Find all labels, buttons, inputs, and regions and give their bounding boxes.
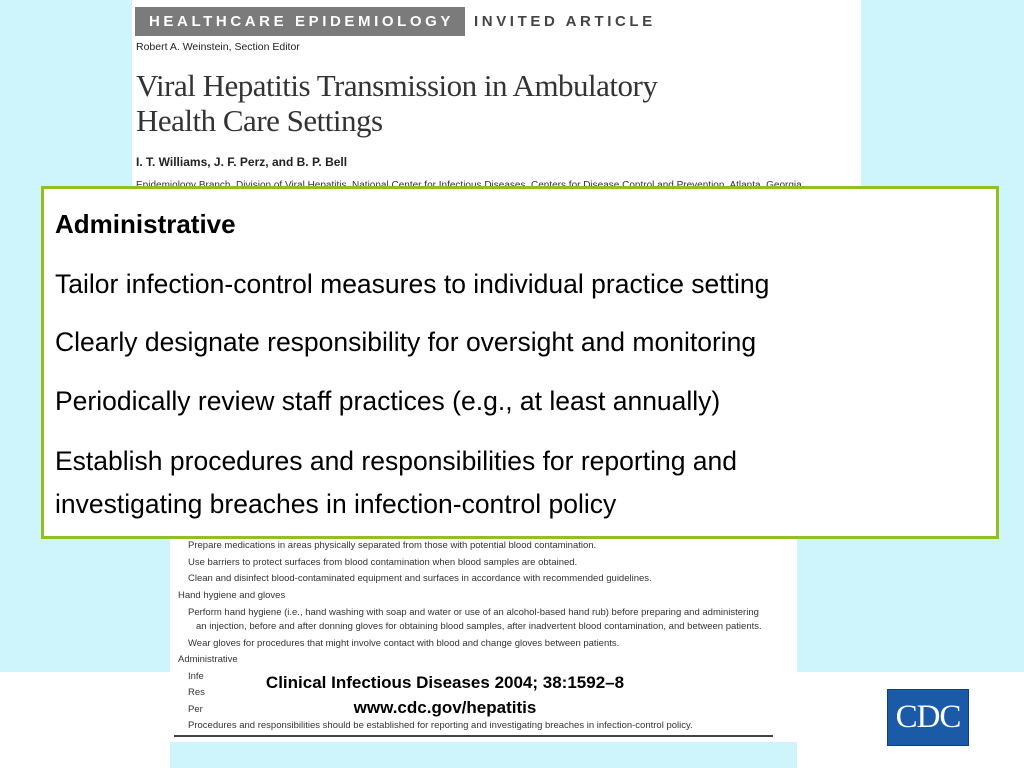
callout-item: Periodically review staff practices (e.g., at least annually) — [55, 386, 721, 416]
callout-heading: Administrative — [55, 209, 236, 239]
table-bottom-rule — [174, 735, 773, 737]
callout-item: Establish procedures and responsibilities for reporting and — [55, 446, 738, 476]
section-editor: Robert A. Weinstein, Section Editor — [136, 41, 300, 53]
journal-section-band: HEALTHCARE EPIDEMIOLOGY — [135, 7, 465, 36]
citation-block — [170, 670, 720, 720]
article-type-label: INVITED ARTICLE — [474, 13, 656, 30]
table-subheading: Hand hygiene and gloves — [178, 590, 286, 601]
article-title — [136, 68, 657, 138]
callout-item: Tailor infection-control measures to individual practice setting — [55, 269, 770, 299]
background-white-left — [0, 672, 170, 768]
article-authors: I. T. Williams, J. F. Perz, and B. P. Bell — [136, 155, 348, 169]
article-title-line-2: Health Care Settings — [136, 103, 383, 138]
table-line: Use barriers to protect surfaces from blood contamination when blood samples are obtained. — [188, 557, 578, 568]
citation-journal: Clinical Infectious Diseases 2004; 38:1592–8 — [265, 673, 625, 692]
table-subheading: Administrative — [178, 654, 238, 665]
table-line: an injection, before and after donning gloves for obtaining blood samples, after inadvertent blood contamination, and between patients. — [196, 621, 762, 632]
citation-url: www.cdc.gov/hepatitis — [353, 698, 537, 717]
callout-item-continued: investigating breaches in infection-control policy — [55, 489, 617, 519]
table-line: Wear gloves for procedures that might involve contact with blood and change gloves between patients. — [188, 638, 620, 649]
table-line: Prepare medications in areas physically separated from those with potential blood contamination. — [188, 540, 597, 551]
table-line: Procedures and responsibilities should be established for reporting and investigating breaches in infection-control policy. — [188, 720, 693, 731]
article-header-image — [132, 0, 861, 192]
table-line: Per — [188, 704, 203, 715]
table-line: Res — [188, 687, 205, 698]
article-title-line-1: Viral Hepatitis Transmission in Ambulatory — [136, 68, 658, 103]
table-line: Perform hand hygiene (i.e., hand washing with soap and water or use of an alcohol-based hand rub) before preparing and administering — [188, 607, 759, 618]
callout-item: Clearly designate responsibility for oversight and monitoring — [55, 327, 757, 357]
cdc-logo: CDC — [887, 689, 969, 746]
table-line: Clean and disinfect blood-contaminated equipment and surfaces in accordance with recommended guidelines. — [188, 573, 652, 584]
administrative-callout-box — [41, 186, 999, 539]
table-line: Infe — [188, 671, 204, 682]
